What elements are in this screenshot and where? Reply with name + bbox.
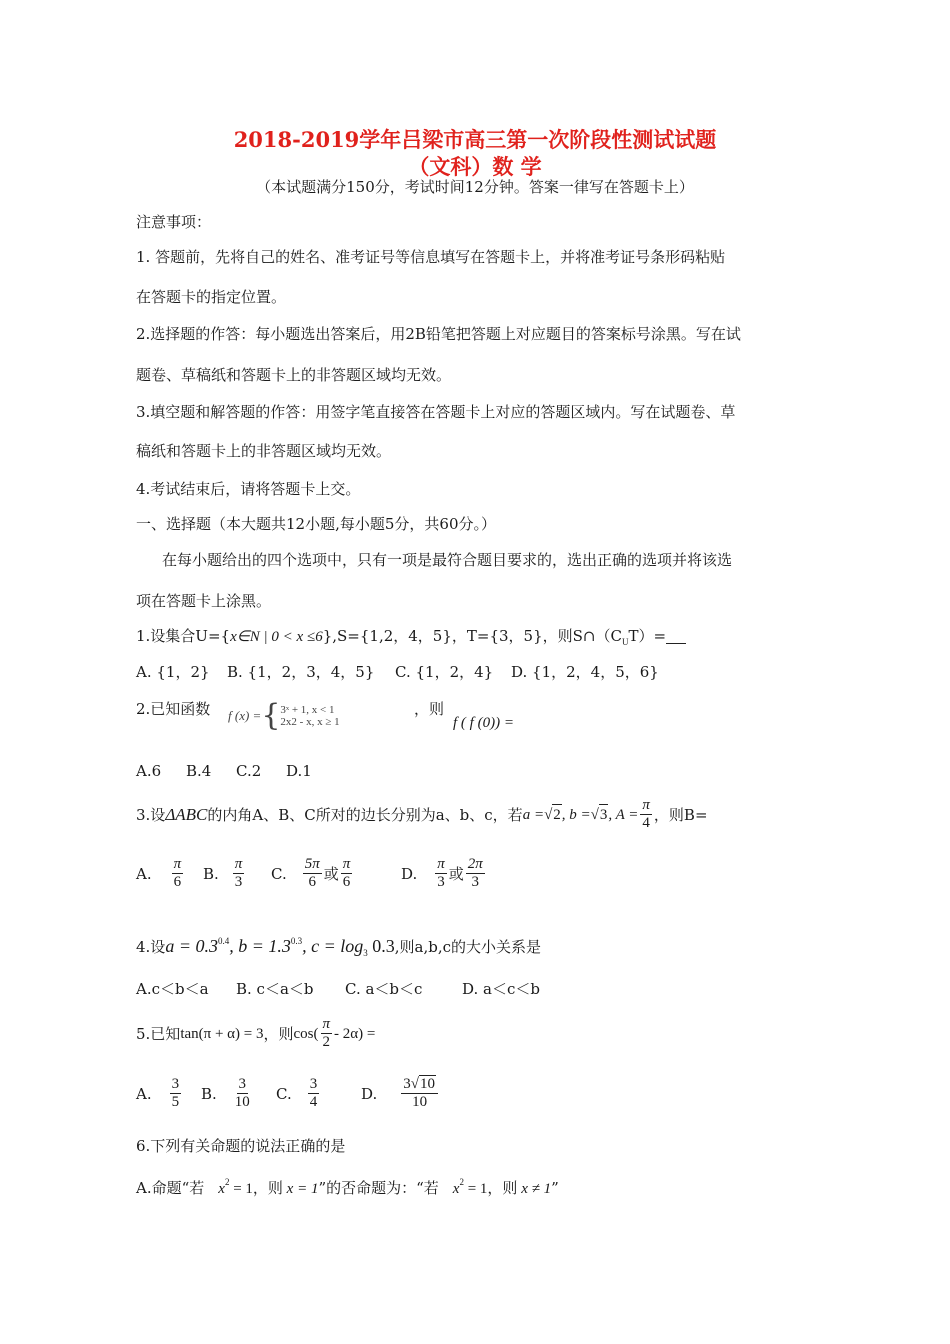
question-2-option-c: C.2 <box>236 762 262 780</box>
question-1-option-c: C. {1，2，4} <box>395 663 494 681</box>
question-5-stem: 5.已知 tan(π + α) = 3 ，则 cos( $\frac{\pi}{2}$ - 2α) = <box>136 1016 376 1050</box>
section-intro-line-a: 在每小题给出的四个选项中，只有一项是最符合题目要求的，选出正确的选项并将该选 <box>162 551 733 569</box>
set-expression: x∈N | 0 < x ≤6 <box>230 629 323 645</box>
question-4-stem: 4.设 $a = 0.3^{0.4}$, $b = 1.3^{0.3}$, $c = \log_3 0.3$ ,则a,b,c的大小关系是 <box>136 923 541 963</box>
question-4-option-d: D. a＜c＜b <box>462 980 540 998</box>
fraction-pi-over-4: $\frac{\pi}{4}$ <box>642 797 650 831</box>
section-heading: 一、选择题（本大题共12小题,每小题5分，共60分。） <box>136 515 496 533</box>
question-1-option-a: A. {1，2} <box>136 663 210 681</box>
question-4-option-b: B. c＜a＜b <box>236 980 314 998</box>
question-3-stem: 3.设 ΔABC 的内角A、B、C所对的边长分别为a、b、c，若 a = √ 2 , b = √ 3 , A = $\frac{\pi}{4}$ ，则B= <box>136 797 708 831</box>
question-3-option-a: A. $\frac{\pi}{6}$ <box>136 856 182 890</box>
question-5-option-a: A. $\frac{3}{5}$ <box>136 1076 180 1110</box>
question-2-option-a: A.6 <box>136 762 162 780</box>
note-2-line-b: 题卷、草稿纸和答题卡上的非答题区域均无效。 <box>136 366 452 384</box>
note-3-line-a: 3.填空题和解答题的作答：用签字笔直接答在答题卡上对应的答题区域内。写在试题卷、草 <box>136 403 736 421</box>
question-3-option-d: D. $\frac{\pi}{3}$ 或 $\frac{2\pi}{3}$ <box>401 856 483 890</box>
question-5-option-c: C. $\frac{3}{4}$ <box>276 1076 318 1110</box>
question-5-option-b: B. $\frac{3}{10}$ <box>201 1076 250 1110</box>
note-3-line-b: 稿纸和答题卡上的非答题区域均无效。 <box>136 442 392 460</box>
triangle-abc: ΔABC <box>165 804 208 824</box>
note-1-line-b: 在答题卡的指定位置。 <box>136 288 287 306</box>
exam-title-line1: 2018-2019学年吕梁市高三第一次阶段性测试试题 <box>233 127 717 152</box>
question-1-option-d: D. {1，2，4，5，6} <box>511 663 659 681</box>
question-1-option-b: B. {1，2，3，4，5} <box>227 663 375 681</box>
tan-expression: tan(π + α) = 3 <box>180 1025 264 1042</box>
question-3-option-c: C. $\frac{5\pi}{6}$ 或 $\frac{\pi}{6}$ <box>271 856 351 890</box>
question-5-option-d: D. $\frac{3√10}{10}$ <box>361 1076 440 1111</box>
piecewise-function: f (x) = { 3ˣ + 1, x < 1 2x2 - x, x ≥ 1 <box>228 698 340 733</box>
question-4-option-a: A.c＜b＜a <box>136 980 209 998</box>
question-2-expression: f ( f (0)) = <box>453 715 514 731</box>
question-2-option-d: D.1 <box>286 762 312 780</box>
exam-subtitle: （本试题满分150分，考试时间12分钟。答案一律写在答题卡上） <box>256 178 694 196</box>
question-2-option-b: B.4 <box>186 762 212 780</box>
note-2-line-a: 2.选择题的作答：每小题选出答案后，用2B铅笔把答题上对应题目的答案标号涂黑。写在试 <box>136 325 741 343</box>
notes-heading: 注意事项： <box>136 213 212 231</box>
note-1-line-a: 1. 答题前，先将自己的姓名、准考证号等信息填写在答题卡上，并将准考证号条形码粘贴 <box>136 248 726 266</box>
question-6-option-a: A.命题“若 $x^2 = 1$，则 x = 1”的否命题为：“若 $x^2 = 1$，则 x ≠ 1” <box>136 1177 559 1197</box>
question-4-option-c: C. a＜b＜c <box>345 980 423 998</box>
question-2-then: ，则 <box>414 700 445 718</box>
note-4: 4.考试结束后，请将答题卡上交。 <box>136 480 361 498</box>
question-6-stem: 6.下列有关命题的说法正确的是 <box>136 1137 346 1155</box>
question-3-option-b: B. $\frac{\pi}{3}$ <box>203 856 243 890</box>
answer-blank <box>666 629 686 644</box>
question-1-stem: 1.设集合U={x∈N | 0 < x ≤6},S={1,2，4，5}，T={3，5}，则$S\cap(C_UT)=$ <box>136 626 686 652</box>
question-2-stem: 2.已知函数 <box>136 700 211 718</box>
abc-definitions: $a = 0.3^{0.4}$, $b = 1.3^{0.3}$, $c = \log_3 0.3$ <box>165 936 395 958</box>
exam-title-line2: （文科）数 学 <box>408 154 542 179</box>
section-intro-line-b: 项在答题卡上涂黑。 <box>136 592 272 610</box>
